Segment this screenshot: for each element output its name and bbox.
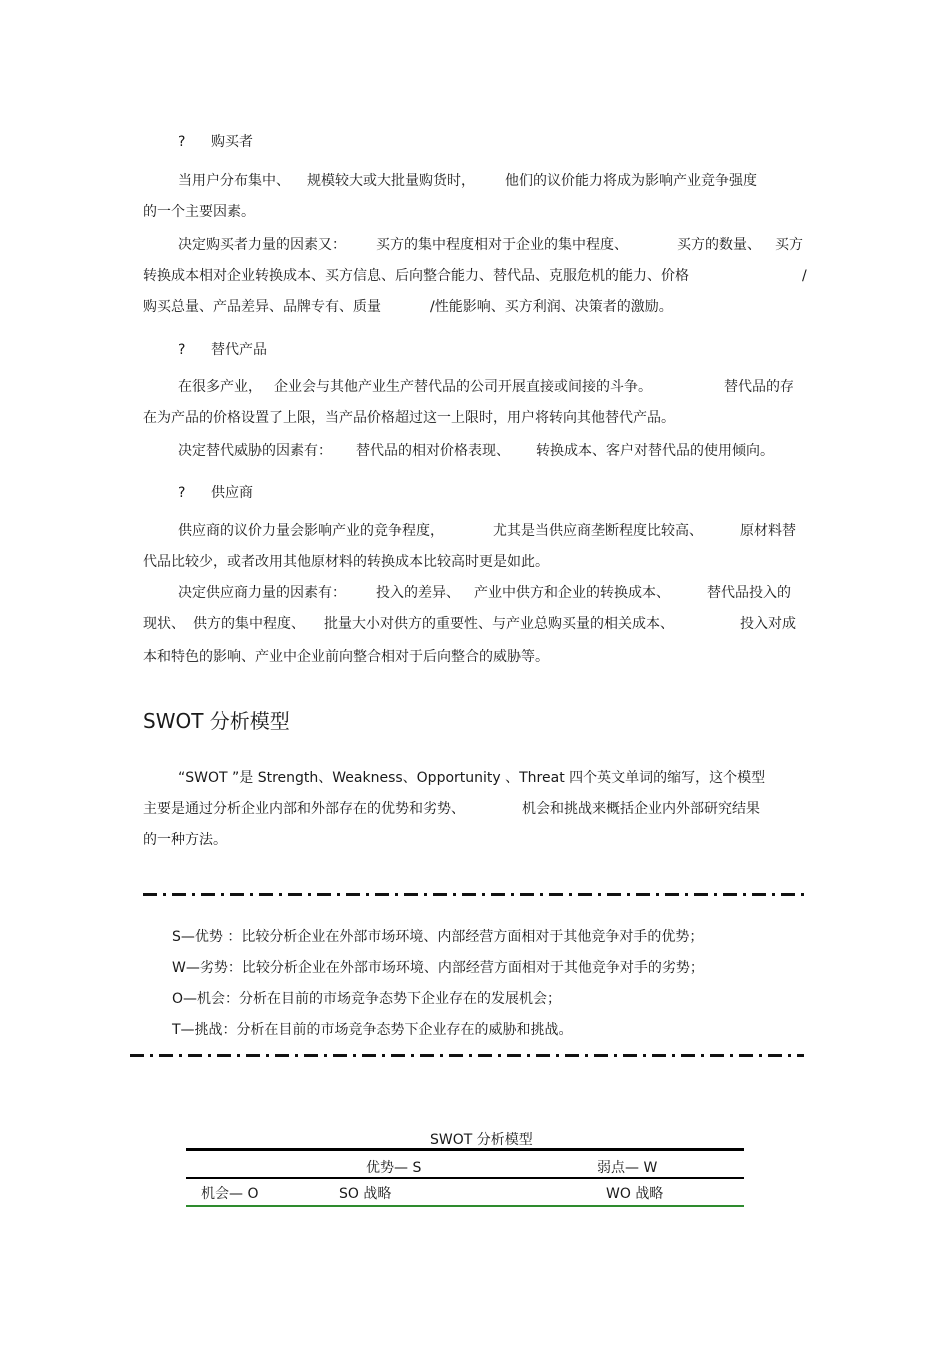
- paragraph-text: 规模较大或大批量购货时，: [307, 173, 475, 189]
- paragraph-text: 机会和挑战来概括企业内外部研究结果: [522, 801, 760, 817]
- paragraph-text: 决定替代威胁的因素有：: [178, 443, 332, 459]
- paragraph-text: 他们的议价能力将成为影响产业竞争强度: [505, 173, 757, 189]
- paragraph-text: 在为产品的价格设置了上限，当产品价格超过这一上限时，用户将转向其他替代产品。: [143, 410, 675, 426]
- paragraph-text: 买方: [775, 237, 803, 253]
- table-cell-so-strategy: SO 战略: [339, 1186, 392, 1202]
- swot-definition-w: W—劣势：比较分析企业在外部市场环境、内部经营方面相对于其他竞争对手的劣势；: [172, 960, 704, 976]
- paragraph-text: 供应商的议价力量会影响产业的竞争程度，: [178, 523, 444, 539]
- paragraph-text: 转换成本相对企业转换成本、买方信息、后向整合能力、替代品、克服危机的能力、价格: [143, 268, 689, 284]
- swot-definition-o: O—机会：分析在目前的市场竞争态势下企业存在的发展机会；: [172, 991, 562, 1007]
- section-heading-swot: SWOT 分析模型: [143, 709, 290, 733]
- paragraph-text: 现状、: [143, 616, 185, 632]
- table-header-strengths: 优势— S: [366, 1160, 422, 1176]
- bullet-marker: ?: [178, 485, 186, 501]
- table-header-rule: [186, 1177, 744, 1179]
- paragraph-text: 替代品的存: [724, 379, 794, 395]
- swot-definition-t: T—挑战：分析在目前的市场竞争态势下企业存在的威胁和挑战。: [172, 1022, 573, 1038]
- dash-dot-divider: [143, 893, 805, 896]
- paragraph-text: 转换成本、客户对替代品的使用倾向。: [536, 443, 774, 459]
- swot-definition-s: S—优势 ：比较分析企业在外部市场环境、内部经营方面相对于其他竞争对手的优势；: [172, 929, 704, 945]
- paragraph-text: 产业中供方和企业的转换成本、: [474, 585, 670, 601]
- paragraph-text: 供方的集中程度、: [193, 616, 305, 632]
- paragraph-text: 买方的集中程度相对于企业的集中程度、: [376, 237, 628, 253]
- section-title-substitutes: 替代产品: [211, 342, 267, 358]
- paragraph-text: 尤其是当供应商垄断程度比较高、: [493, 523, 703, 539]
- paragraph-text: 的一种方法。: [143, 832, 227, 848]
- paragraph-text: 批量大小对供方的重要性、与产业总购买量的相关成本、: [324, 616, 674, 632]
- section-title-buyers: 购买者: [211, 134, 253, 150]
- table-top-rule: [186, 1148, 744, 1151]
- paragraph-text: 购买总量、产品差异、品牌专有、质量: [143, 299, 381, 315]
- paragraph-text: 替代品的相对价格表现、: [356, 443, 510, 459]
- dash-dot-divider: [130, 1054, 804, 1057]
- paragraph-text: /: [802, 268, 807, 284]
- paragraph-text: /性能影响、买方利润、决策者的激励。: [430, 299, 673, 315]
- paragraph-text: 企业会与其他产业生产替代品的公司开展直接或间接的斗争。: [274, 379, 652, 395]
- paragraph-text: 买方的数量、: [677, 237, 761, 253]
- paragraph-text: 当用户分布集中、: [178, 173, 290, 189]
- paragraph-text: 原材料替: [740, 523, 796, 539]
- paragraph-text: 投入的差异、: [376, 585, 460, 601]
- bullet-marker: ?: [178, 342, 186, 358]
- paragraph-text: 决定供应商力量的因素有：: [178, 585, 346, 601]
- table-title: SWOT 分析模型: [430, 1132, 533, 1148]
- table-cell-wo-strategy: WO 战略: [606, 1186, 664, 1202]
- table-bottom-rule: [186, 1205, 744, 1207]
- section-title-suppliers: 供应商: [211, 485, 253, 501]
- paragraph-text: “SWOT ”是 Strength、Weakness、Opportunity 、Threat 四个英文单词的缩写，这个模型: [178, 770, 766, 786]
- paragraph-text: 主要是通过分析企业内部和外部存在的优势和劣势、: [143, 801, 465, 817]
- paragraph-text: 的一个主要因素。: [143, 204, 255, 220]
- paragraph-text: 投入对成: [740, 616, 796, 632]
- paragraph-text: 代品比较少，或者改用其他原材料的转换成本比较高时更是如此。: [143, 554, 549, 570]
- paragraph-text: 替代品投入的: [707, 585, 791, 601]
- table-header-weaknesses: 弱点— W: [597, 1160, 658, 1176]
- paragraph-text: 决定购买者力量的因素又：: [178, 237, 346, 253]
- bullet-marker: ?: [178, 134, 186, 150]
- table-row-head-opportunities: 机会— O: [201, 1186, 259, 1202]
- paragraph-text: 本和特色的影响、产业中企业前向整合相对于后向整合的威胁等。: [143, 649, 549, 665]
- paragraph-text: 在很多产业，: [178, 379, 262, 395]
